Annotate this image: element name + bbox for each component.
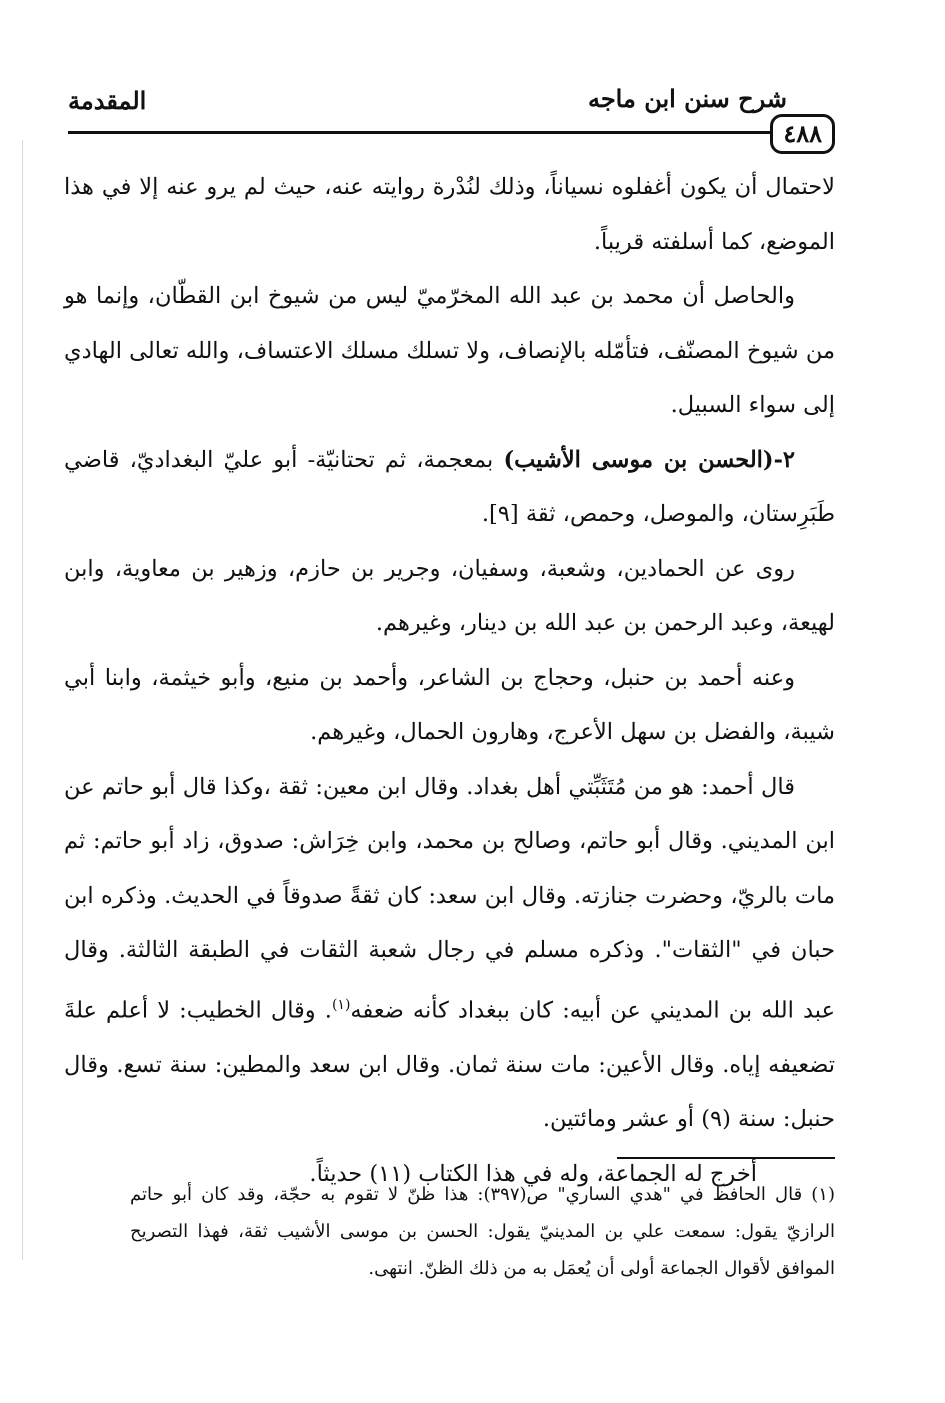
footnotes	[130, 1176, 835, 1287]
scan-edge-line	[22, 140, 23, 1260]
assessments-text: قال أحمد: هو من مُتَثَبِّتي أهل بغداد. وقال ابن معين: ثقة ،وكذا قال أبو حاتم عن ابن المديني. وقال أبو حاتم، وصالح بن محمد، وابن خِرَاش: صدوق، زاد أبو حاتم: ثم مات بالريّ، وحضرت جنازته. وقال ابن سعد: كان ثقةً صدوقاً في الحديث. وذكره ابن حبان في "الثقات". وذكره مسلم في رجال شعبة الثقات في الطبقة الثالثة. وقال عبد الله بن المديني عن أبيه: كان ببغداد كأنه ضعفه	[64, 773, 835, 1023]
page-header	[68, 84, 835, 154]
footnote-rule	[617, 1157, 835, 1159]
narrator-description: بمعجمة، ثم تحتانيّة- أبو عليّ البغداديّ، قاضي طَبَرِستان، والموصل، وحمص، ثقة [٩].	[64, 446, 835, 527]
paragraph-narrator-heading	[64, 433, 835, 542]
assessments-text-end: . وقال الخطيب: لا أعلم علةَ تضعيفه إياه. وقال الأعين: مات سنة ثمان. وقال ابن سعد والمطين: سنة تسع. وقال حنبل: سنة (٩) أو عشر ومائتين.	[64, 997, 835, 1132]
narrator-name: ٢-(الحسن بن موسى الأشيب)	[503, 446, 796, 473]
paragraph-hadith-count: أخرج له الجماعة، وله في هذا الكتاب (١١) حديثاً.	[309, 1160, 757, 1187]
header-rule	[68, 131, 835, 134]
footnote-ref[interactable]: (١)	[331, 996, 351, 1013]
paragraph-narrated-by: وعنه أحمد بن حنبل، وحجاج بن الشاعر، وأحمد بن منيع، وأبو خيثمة، وابنا أبي شيبة، والفضل بن سهل الأعرج، وهارون الحمال، وغيرهم.	[64, 664, 835, 745]
book-title: شرح سنن ابن ماجه	[587, 84, 787, 113]
section-title: المقدمة	[68, 86, 147, 115]
paragraph-conclusion: والحاصل أن محمد بن عبد الله المخرّميّ ليس من شيوخ ابن القطّان، وإنما هو من شيوخ المصنّف، فتأمّله بالإنصاف، ولا تسلك مسلك الاعتساف، والله تعالى الهادي إلى سواء السبيل.	[64, 283, 835, 418]
footnote-1: (١) قال الحافظ في "هدي الساري" ص(٣٩٧): هذا ظنّ لا تقوم به حجّة، وقد كان أبو حاتم الرازيّ يقول: سمعت علي بن المدينيّ يقول: الحسن بن موسى الأشيب ثقة، فهذا التصريح الموافق لأقوال الجماعة أولى أن يُعمَل به من ذلك الظنّ. انتهى.	[130, 1184, 835, 1279]
page-number: ٤٨٨	[770, 114, 835, 154]
paragraph-continuation: لاحتمال أن يكون أغفلوه نسياناً، وذلك لنُدْرة روايته عنه، حيث لم يرو عنه إلا في هذا الموضع، كما أسلفته قريباً.	[64, 174, 835, 255]
paragraph-assessments	[64, 760, 835, 1147]
paragraph-narrated-from: روى عن الحمادين، وشعبة، وسفيان، وجرير بن حازم، وزهير بن معاوية، وابن لهيعة، وعبد الرحمن بن عبد الله بن دينار، وغيرهم.	[64, 555, 835, 636]
main-text	[64, 160, 835, 1201]
